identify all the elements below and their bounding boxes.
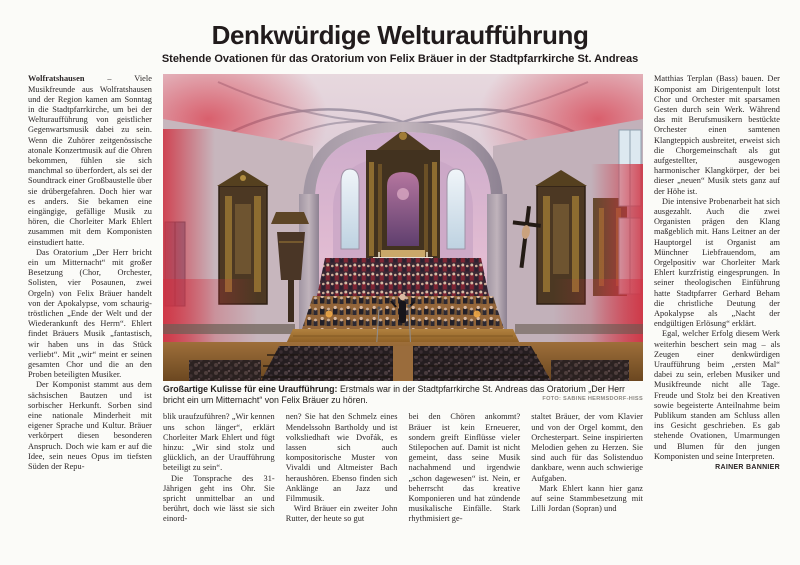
- text-column-1: [28, 74, 152, 472]
- paragraph-text: – Viele Musikfreunde aus Wolfratshausen und der Region kamen am Sonntag in die Stadtpfarrkirche, um bei der Welturaufführung von geistlicher Gegenwartsmusik dabei zu sein. Wenn die Zuhörer zeitgenössische atonale Konzertmusik auf die Ohren bekommen, fühlen sie sich manchmal so überfordert, als sei der Soundtrack einer Großbaustelle über sie drübergefahren. Doch hier war es anders. Sie bekamen eine eingängige, gefällige Musik zu hören, die Chorleiter Mark Ehlert zusammen mit dem Komponisten einstudiert hatte.: [28, 74, 152, 247]
- text-column-5: [531, 412, 643, 524]
- paragraph: Die Tonsprache des 31-Jährigen geht ins Ohr. Sie spricht unmittelbar an und berührt, doch wie lässt sie sich einord-: [163, 473, 275, 524]
- paragraph: Mark Ehlert kann hier ganz auf seine Stammbesetzung mit Lilli Jordan (Sopran) und: [531, 483, 643, 514]
- photo-credit: FOTO: SABINE HERMSDORF-HISS: [542, 395, 643, 402]
- dateline: Wolfratshausen: [28, 74, 85, 84]
- caption-lead: Großartige Kulisse für eine Uraufführung:: [163, 384, 338, 395]
- paragraph: staltet Bräuer, der vom Klavier und von der Orgel kommt, den Orchesterpart. Seine inspirierten Melodien gehen zu Herzen. Sie sind auch für das Solistenduo dankbare, wenn auch schwierige Aufgaben.: [531, 412, 643, 483]
- paragraph: Die intensive Probenarbeit hat sich ausgezahlt. Auch die zwei Organisten prägen den Klang maßgeblich mit. Hans Leitner an der Hauptorgel ist Organist am Münchner Liebfrauendom, am Orgelpositiv war Chorleiter Mark Ehlert kurzfristig eingesprungen. In seiner theologischen Einführung hatte Stadtpfarrer Gerhard Beham die christliche Deutung der Apokalypse als „Nacht der endgültigen Erlösung“ erklärt.: [654, 196, 780, 329]
- paragraph: nen? Sie hat den Schmelz eines Mendelssohn Bartholdy und ist volksliedhaft wie Dvořák, es lassen sich auch kompositorische Muster von Vivaldi und Altmeister Bach heraushören. Ebenso finden sich Anklänge an Jazz und Filmmusik.: [285, 412, 398, 503]
- paragraph: blik uraufzuführen? „Wir kennen uns schon länger“, erklärt Chorleiter Mark Ehlert und fügt hinzu: „Wir sind stolz und glücklich, an der Uraufführung beteiligt zu sein“.: [163, 412, 275, 473]
- text-column-2: [163, 412, 275, 524]
- church-interior-illustration: [163, 74, 643, 381]
- caption-text: Erstmals war in der Stadtpfarrkirche St. Andreas das Oratorium „Der Herr bricht ein um Mitternacht“ von Felix Bräuer zu hören.: [163, 384, 625, 405]
- photo-caption: [163, 384, 643, 405]
- paragraph: Das Oratorium „Der Herr bricht ein um Mitternacht“ mit großer Besetzung (Chor, Orchester, Solisten, vier Posaunen, zwei Orgeln) von Felix Bräuer handelt von der Apokalypse, vom schaurig-tröstlichen „Ende der Welt und der Wiederankunft des Herrn“. Ehlert findet Bräuers Musik „fantastisch, wir haben uns in das Stück verliebt“. Mit „wir“ meint er seinen gesamten Chor und die an den Proben beteiligten Musiker.: [28, 247, 152, 380]
- article-body: [0, 65, 800, 524]
- paragraph: Wird Bräuer ein zweiter John Rutter, der heute so gut: [285, 504, 398, 524]
- author-byline: RAINER BANNIER: [715, 464, 780, 472]
- paragraph: [654, 329, 780, 472]
- subheadline: Stehende Ovationen für das Oratorium von Felix Bräuer in der Stadtpfarrkirche St. Andreas: [161, 53, 639, 66]
- article-middle: [163, 74, 643, 524]
- paragraph-text: Egal, welcher Erfolg diesem Werk weiterhin beschert sein mag – als Zeugen einer denkwürdigen Uraufführung beim „ersten Mal“ dabei zu sein, erleben Musiker und Musikfreunde nicht alle Tage. Freude und Stolz bei den Kreativen sowie begeisterte Anteilnahme beim Publikum standen am Schluss allen ins Gesicht geschrieben. Es gab stehende Ovationen, Umarmungen und Blumen für den jungen Komponisten und seine Interpreten.: [654, 329, 780, 461]
- article-photo: [163, 74, 643, 381]
- continuation-columns: [163, 412, 643, 524]
- paragraph: [28, 74, 152, 247]
- text-column-6: [654, 74, 780, 473]
- text-column-3: [286, 412, 398, 524]
- audience-pews: [163, 342, 643, 381]
- choir-on-risers: [317, 258, 489, 296]
- page-title: Denkwürdige Welturaufführung: [211, 20, 589, 50]
- text-column-4: [409, 412, 521, 524]
- paragraph: Der Komponist stammt aus dem sächsischen Bautzen und ist sorbischer Herkunft. Sorben sind eine nationale Minderheit mit eigener Sprache und Kultur. Bräuer verkörpert diesen besonderen Anspruch. Doch wie kam er auf die Idee, sein neues Opus im tiefsten Süden der Repu-: [28, 380, 152, 472]
- article-header: [0, 0, 800, 65]
- paragraph: bei den Chören ankommt? Bräuer ist kein Erneuerer, sondern greift Einflüsse vieler Stilepochen auf. Damit ist nicht gemeint, dass seine Musik nachahmend und irgendwie „schon dagewesen“ ist. Nein, er beherrscht das kreative Komponieren und hat zündende musikalische Einfälle. Stark rhythmisiert ge-: [408, 412, 521, 524]
- paragraph: Matthias Terplan (Bass) bauen. Der Komponist am Dirigentenpult lotst Chor und Orchester mit sparsamen Gesten durch sein Werk. Während das mit Berufsmusikern bestückte Orchester einen samtenen Klangteppich ausbreitet, erweist sich die Chorgemeinschaft als gut aufgestellter, ausgewogen harmonischer Klangkörper, der bei dieser „neuen“ Musik stets ganz auf der Höhe ist.: [654, 74, 780, 196]
